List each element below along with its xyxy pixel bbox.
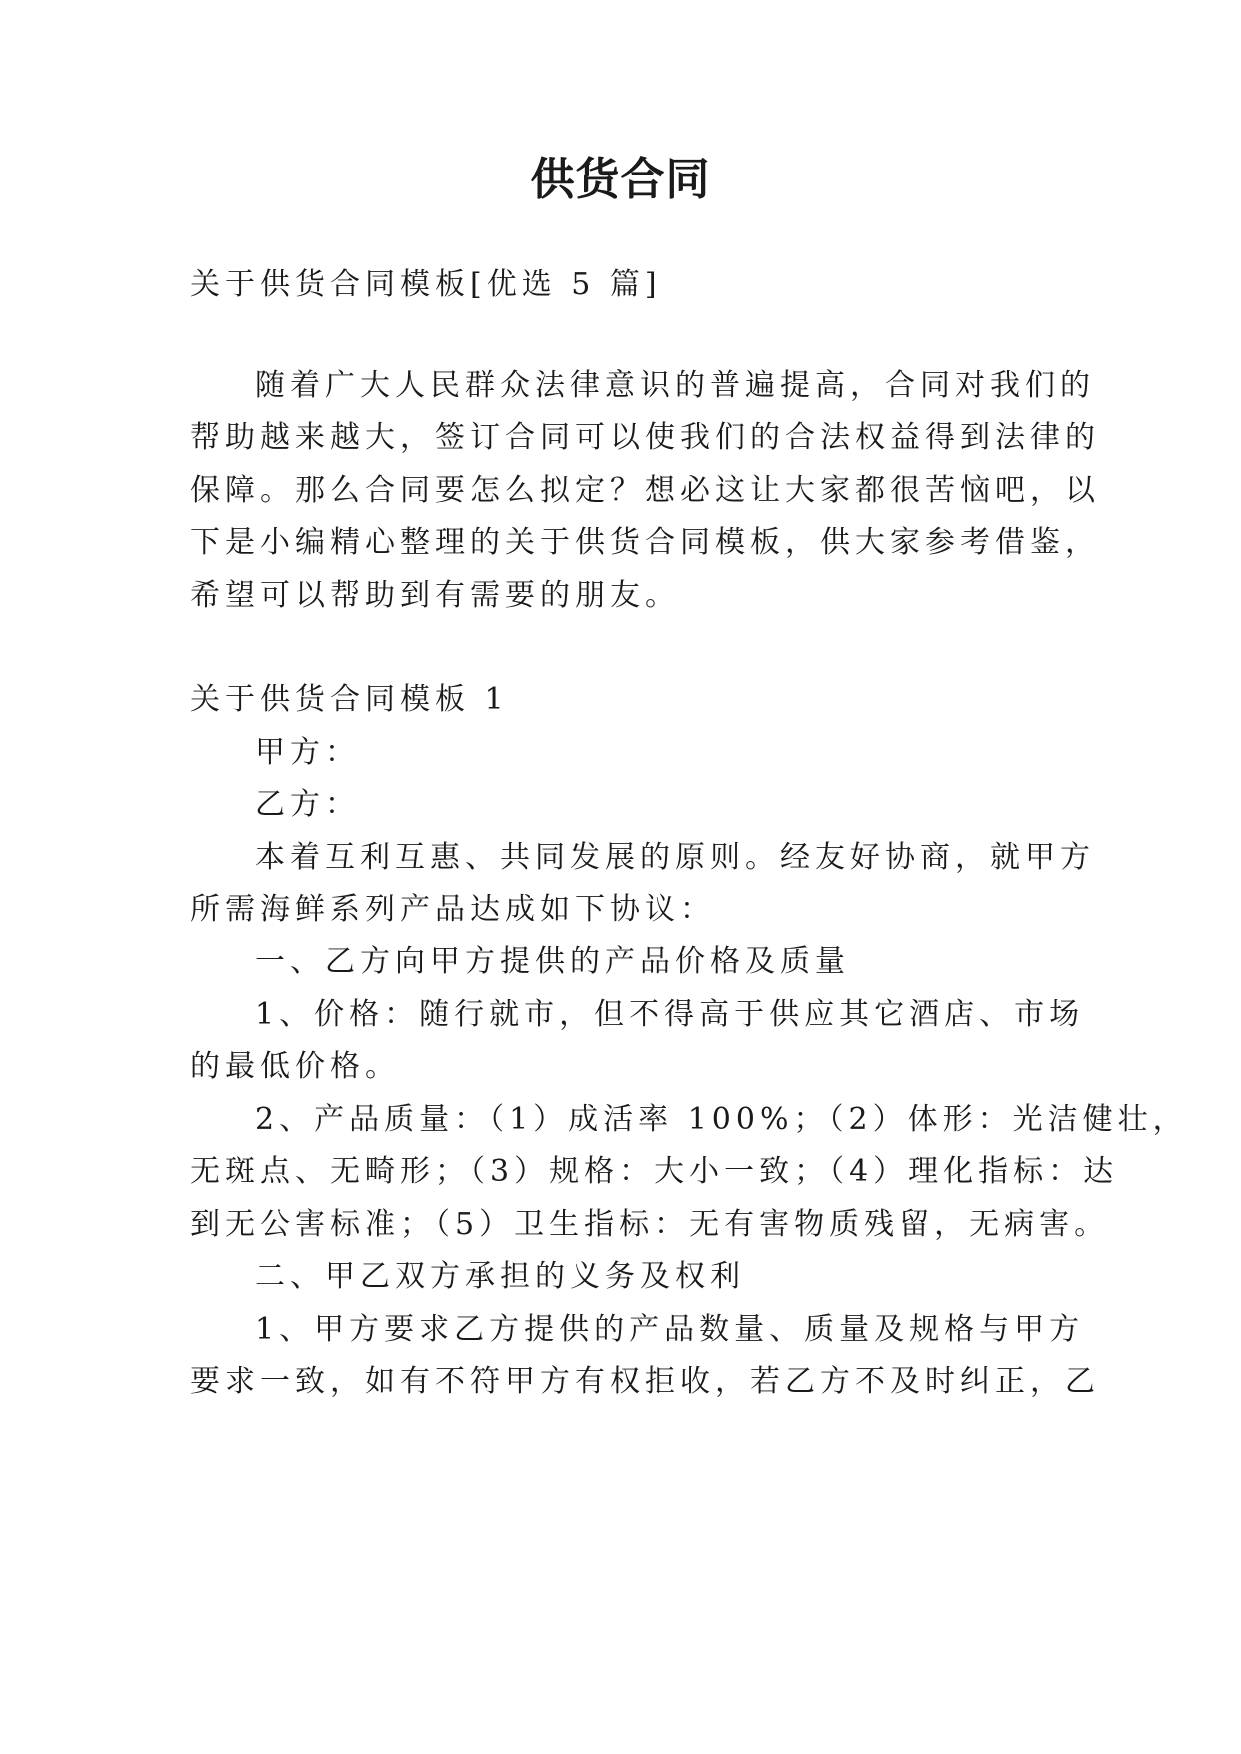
- clause-item-line: 的最低价格。: [190, 1049, 400, 1084]
- intro-line: 下是小编精心整理的关于供货合同模板，供大家参考借鉴，: [190, 525, 1100, 560]
- document-title: 供货合同: [530, 154, 711, 205]
- clause-item-line: 1、价格：随行就市，但不得高于供应其它酒店、市场: [255, 997, 1085, 1032]
- section-heading: 关于供货合同模板 1: [190, 682, 509, 717]
- intro-line: 希望可以帮助到有需要的朋友。: [190, 578, 680, 613]
- document-subtitle: 关于供货合同模板[优选 5 篇]: [190, 267, 662, 302]
- clause-heading: 二、甲乙双方承担的义务及权利: [255, 1259, 745, 1294]
- intro-line: 保障。那么合同要怎么拟定？想必这让大家都很苦恼吧，以: [190, 473, 1100, 508]
- intro-line: 帮助越来越大，签订合同可以使我们的合法权益得到法律的: [190, 420, 1100, 455]
- clause-item-line: 到无公害标准；（5）卫生指标：无有害物质残留，无病害。: [190, 1207, 1110, 1242]
- clause-heading: 一、乙方向甲方提供的产品价格及质量: [255, 944, 850, 979]
- intro-line: 随着广大人民群众法律意识的普遍提高，合同对我们的: [255, 368, 1095, 403]
- clause-item-line: 要求一致，如有不符甲方有权拒收，若乙方不及时纠正，乙: [190, 1364, 1100, 1399]
- clause-item-line: 2、产品质量：（1）成活率 100%；（2）体形：光洁健壮，: [255, 1102, 1188, 1137]
- clause-item-line: 1、甲方要求乙方提供的产品数量、质量及规格与甲方: [255, 1312, 1085, 1347]
- party-a-label: 甲方：: [255, 735, 360, 770]
- principle-line: 本着互利互惠、共同发展的原则。经友好协商，就甲方: [255, 840, 1095, 875]
- clause-item-line: 无斑点、无畸形；（3）规格：大小一致；（4）理化指标：达: [190, 1154, 1119, 1189]
- party-b-label: 乙方：: [255, 787, 360, 822]
- principle-line: 所需海鲜系列产品达成如下协议：: [190, 892, 715, 927]
